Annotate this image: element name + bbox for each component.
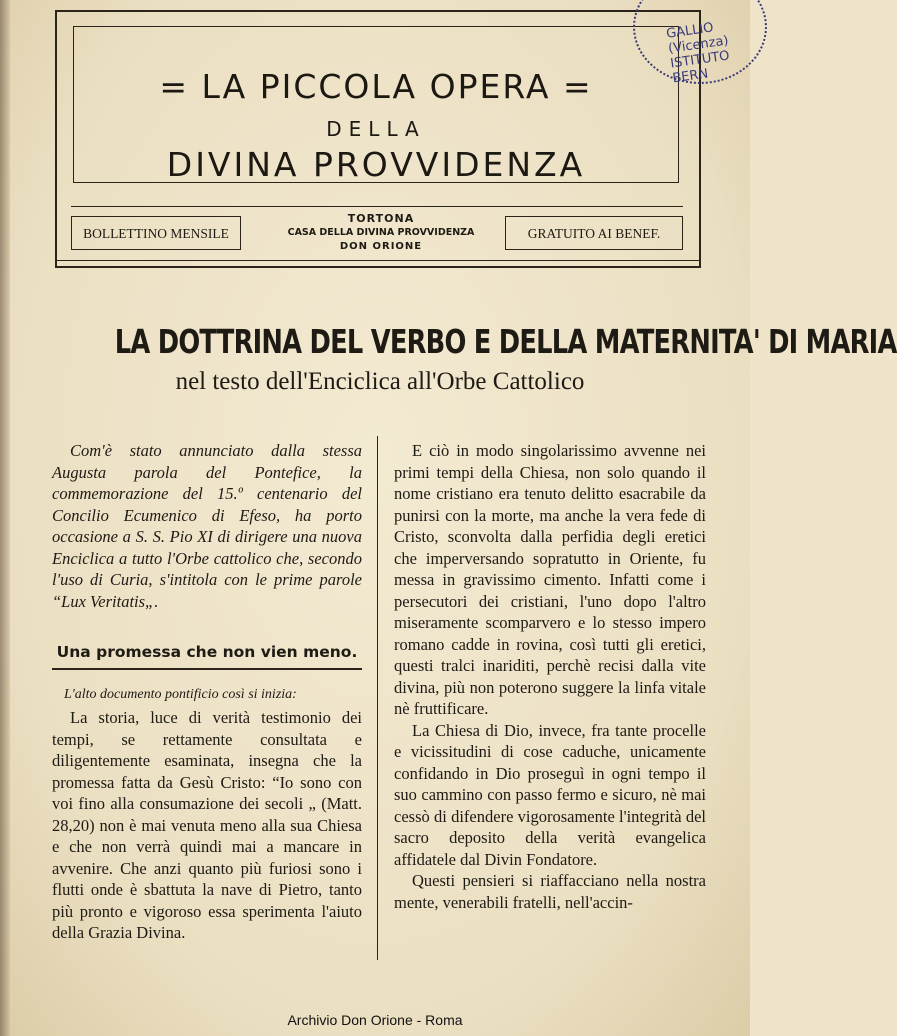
masthead-title-line3: DIVINA PROVVIDENZA (166, 145, 586, 184)
masthead-title-line2: DELLA (326, 117, 426, 141)
publisher-city: TORTONA (347, 212, 415, 225)
masthead-title-frame (73, 26, 679, 183)
section-title: Una promessa che non vien meno. (52, 642, 362, 670)
library-stamp-text: GALLIO (Vicenza) ISTITUTO BERN (665, 20, 731, 87)
body-paragraph: Questi pensieri si riaffacciano nella nostra mente, venerabili fratelli, nell'accin- (394, 871, 706, 912)
publisher-info (261, 212, 501, 254)
body-paragraph: La storia, luce di verità testimonio dei tempi, se rettamente consultata e diligentemente esaminata, insegna che la promessa fatta da Gesù Cristo: “Io sono con voi fino alla consumazione dei secoli „ (Matt. 28,20) non è mai venuta meno alla sua Chiesa e che non verrà quindi mai a mancare in avvenire. Che anzi quanto più furiosi sono i flutti onde è sbattuta la nave di Pietro, tanto più pronto e vigoroso essa sperimenta l'aiuto della Grazia Divina. (52, 708, 362, 942)
masthead-info-band (71, 212, 683, 252)
masthead-rule (71, 206, 683, 207)
page-edge (0, 0, 10, 1036)
masthead-title-line1: = LA PICCOLA OPERA = (159, 67, 593, 106)
body-paragraph: E ciò in modo singolarissimo avvenne nei primi tempi della Chiesa, non solo quando il nome cristiano era tenuto delitto esacrabile da punirsi con la morte, ma anche la vera fede di Cristo, sconvolta dalla perfidia degli eretici che imperversando sopratutto in Oriente, fu messa in gravissimo cimento. Infatti come i persecutori dei cristiani, l'uno dopo l'altro miseramente scomparvero e lo stesso impero romano cadde in rovina, così tutti gli eretici, questi tralci inariditi, perchè recisi dalla vite divina, più non poterono suggere la linfa vitale nè fruttificare. (394, 441, 706, 718)
left-column (52, 440, 362, 944)
publisher-founder: DON ORIONE (339, 241, 423, 252)
publisher-house: CASA DELLA DIVINA PROVVIDENZA (287, 227, 475, 238)
intro-paragraph: Com'è stato annunciato dalla stessa Augusta parola del Pontefice, la commemorazione del 15.º centenario del Concilio Ecumenico di Efeso, ha porto occasione a S. S. Pio XI di dirigere una nuova Enciclica a tutto l'Orbe cattolico che, secondo l'uso di Curia, s'intitola con le prime parole “Lux Veritatis„. (52, 441, 362, 611)
right-column (394, 440, 706, 913)
article-headline: LA DOTTRINA DEL VERBO E DELLA MATERNITA' DI MARIA (114, 322, 897, 361)
masthead (55, 10, 701, 268)
body-paragraph: La Chiesa di Dio, invece, fra tante procelle e vicissitudini di cose caduche, unicamente confidando in Dio proseguì in ogni tempo il suo cammino con passo fermo e sicuro, nè mai cessò di difendere vigorosamente l'integrità del sacro deposito della verità evangelica affidatele dal Divin Fondatore. (394, 720, 706, 869)
article-subheadline: nel testo dell'Enciclica all'Orbe Cattolico (175, 368, 585, 395)
bulletin-type-box: BOLLETTINO MENSILE (71, 216, 241, 250)
archive-footer: Archivio Don Orione - Roma (287, 1012, 463, 1028)
distribution-box: GRATUITO AI BENEF. (505, 216, 683, 250)
masthead-bottom-rule (57, 260, 699, 261)
column-divider (377, 436, 378, 960)
lead-in-text: L'alto documento pontificio così si inizia: (64, 686, 297, 702)
